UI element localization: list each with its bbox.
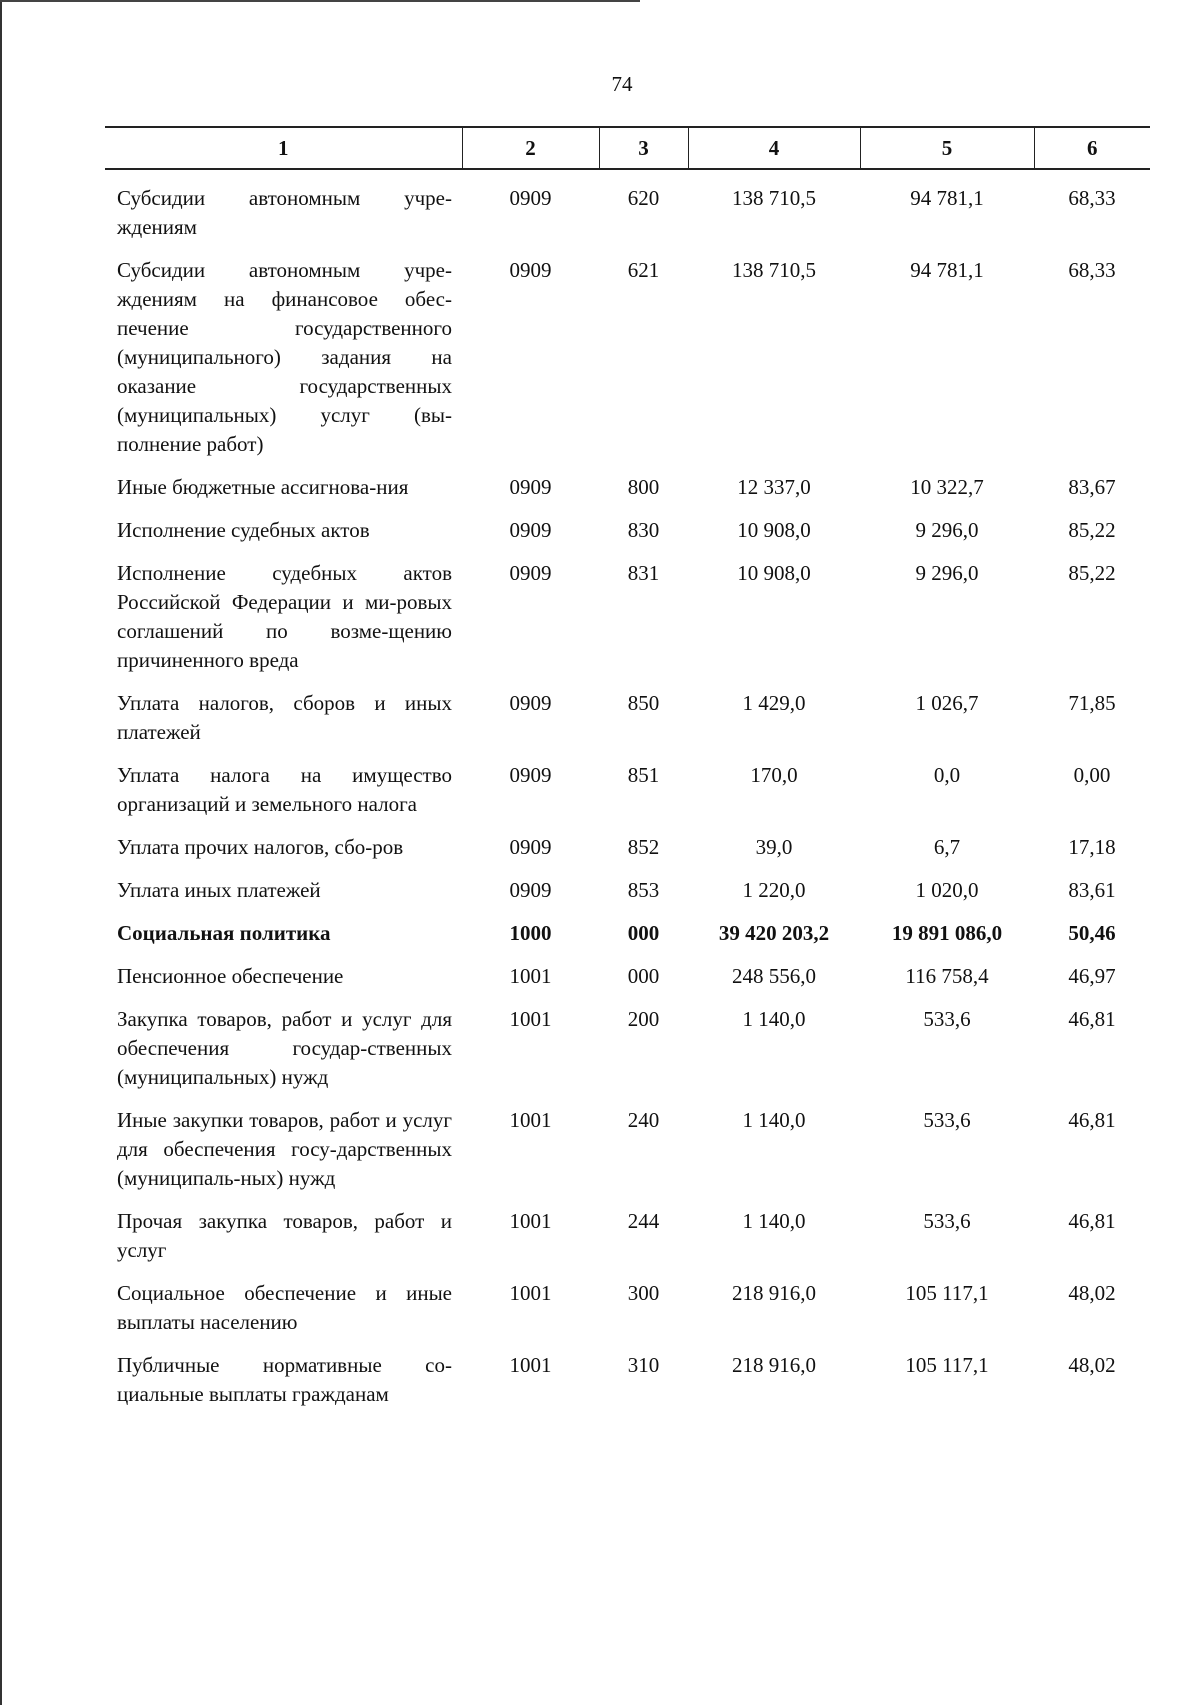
cell-c6: 0,00 <box>1073 763 1111 787</box>
cell-c6: 46,81 <box>1068 1108 1116 1132</box>
row-label: Социальная политика <box>117 921 331 945</box>
row-label: Исполнение судебных актов <box>117 518 370 542</box>
cell-c6: 17,18 <box>1068 835 1116 859</box>
scan-edge-top <box>0 0 640 2</box>
column-header: 6 <box>1034 127 1150 169</box>
cell-c2: 0909 <box>509 186 552 210</box>
cell-c6: 46,81 <box>1068 1209 1116 1233</box>
cell-c4: 10 908,0 <box>737 518 811 542</box>
cell-c4: 218 916,0 <box>732 1353 816 1377</box>
cell-c3: 852 <box>627 835 660 859</box>
row-label: Исполнение судебных актов Российской Федерации и ми-ровых соглашений по возме-щению причиненного вреда <box>117 561 452 672</box>
cell-c2: 0909 <box>509 691 552 715</box>
table-row <box>105 1106 1150 1207</box>
cell-c3: 850 <box>627 691 660 715</box>
table-row <box>105 833 1150 876</box>
row-label: Иные бюджетные ассигнова-ния <box>117 475 409 499</box>
cell-c3: 200 <box>627 1007 660 1031</box>
row-label: Закупка товаров, работ и услуг для обеспечения государ-ственных (муниципальных) нужд <box>117 1007 452 1089</box>
cell-c5: 1 020,0 <box>915 878 979 902</box>
table-row <box>105 1005 1150 1106</box>
cell-c5: 533,6 <box>923 1007 971 1031</box>
cell-c4: 12 337,0 <box>737 475 811 499</box>
cell-c3: 240 <box>627 1108 660 1132</box>
cell-c5: 10 322,7 <box>910 475 984 499</box>
table-row <box>105 516 1150 559</box>
cell-c2: 1001 <box>509 1108 552 1132</box>
cell-c5: 9 296,0 <box>915 561 979 585</box>
cell-c5: 6,7 <box>933 835 961 859</box>
cell-c6: 83,67 <box>1068 475 1116 499</box>
cell-c5: 1 026,7 <box>915 691 979 715</box>
table-row <box>105 876 1150 919</box>
cell-c6: 46,81 <box>1068 1007 1116 1031</box>
cell-c5: 94 781,1 <box>910 186 984 210</box>
cell-c3: 000 <box>627 921 660 945</box>
row-label: Уплата налога на имущество организаций и земельного налога <box>117 763 452 816</box>
cell-c4: 248 556,0 <box>732 964 816 988</box>
cell-c3: 310 <box>627 1353 660 1377</box>
cell-c3: 300 <box>627 1281 660 1305</box>
cell-c3: 831 <box>627 561 660 585</box>
cell-c2: 0909 <box>509 258 552 282</box>
cell-c2: 0909 <box>509 561 552 585</box>
cell-c5: 0,0 <box>933 763 961 787</box>
cell-c4: 39,0 <box>755 835 793 859</box>
cell-c4: 218 916,0 <box>732 1281 816 1305</box>
row-label: Уплата налогов, сборов и иных платежей <box>117 691 452 744</box>
cell-c3: 853 <box>627 878 660 902</box>
cell-c5: 19 891 086,0 <box>891 921 1003 945</box>
cell-c4: 1 140,0 <box>742 1108 806 1132</box>
table-row <box>105 473 1150 516</box>
column-header: 3 <box>599 127 688 169</box>
column-header: 5 <box>860 127 1034 169</box>
cell-c2: 1001 <box>509 964 552 988</box>
cell-c4: 170,0 <box>750 763 798 787</box>
cell-c4: 1 140,0 <box>742 1209 806 1233</box>
row-label: Прочая закупка товаров, работ и услуг <box>117 1209 452 1262</box>
row-label: Пенсионное обеспечение <box>117 964 344 988</box>
cell-c3: 244 <box>627 1209 660 1233</box>
cell-c5: 105 117,1 <box>905 1281 989 1305</box>
table-row <box>105 256 1150 473</box>
cell-c2: 1001 <box>509 1353 552 1377</box>
cell-c2: 0909 <box>509 878 552 902</box>
cell-c2: 1001 <box>509 1007 552 1031</box>
table-row <box>105 1207 1150 1279</box>
table-row <box>105 962 1150 1005</box>
cell-c2: 1000 <box>509 921 552 945</box>
cell-c2: 1001 <box>509 1209 552 1233</box>
row-label: Уплата иных платежей <box>117 878 321 902</box>
column-header: 4 <box>688 127 860 169</box>
cell-c2: 0909 <box>509 475 552 499</box>
row-label: Уплата прочих налогов, сбо-ров <box>117 835 404 859</box>
table-row <box>105 689 1150 761</box>
cell-c6: 46,97 <box>1068 964 1116 988</box>
column-header: 1 <box>105 127 462 169</box>
table-row <box>105 169 1150 256</box>
cell-c3: 000 <box>627 964 660 988</box>
cell-c6: 83,61 <box>1068 878 1116 902</box>
cell-c6: 85,22 <box>1068 518 1116 542</box>
cell-c4: 138 710,5 <box>732 258 816 282</box>
cell-c3: 830 <box>627 518 660 542</box>
table-row <box>105 919 1150 962</box>
table-header-row <box>105 127 1150 169</box>
scan-edge-left <box>0 0 2 1705</box>
cell-c6: 48,02 <box>1068 1281 1116 1305</box>
row-label: Иные закупки товаров, работ и услуг для обеспечения госу-дарственных (муниципаль-ных) нужд <box>117 1108 452 1190</box>
row-label: Субсидии автономным учре-ждениям <box>117 186 452 239</box>
page-number: 74 <box>611 72 633 96</box>
cell-c6: 50,46 <box>1068 921 1116 945</box>
cell-c6: 85,22 <box>1068 561 1116 585</box>
cell-c6: 71,85 <box>1068 691 1116 715</box>
cell-c2: 0909 <box>509 835 552 859</box>
cell-c3: 621 <box>627 258 660 282</box>
row-label: Субсидии автономным учре-ждениям на финансовое обес-печение государственного (муниципального) задания на оказание государственных (муниципальных) услуг (вы-полнение работ) <box>117 258 452 456</box>
cell-c2: 1001 <box>509 1281 552 1305</box>
cell-c4: 10 908,0 <box>737 561 811 585</box>
row-label: Социальное обеспечение и иные выплаты населению <box>117 1281 452 1334</box>
table-row <box>105 1279 1150 1351</box>
cell-c4: 1 220,0 <box>742 878 806 902</box>
cell-c4: 39 420 203,2 <box>718 921 830 945</box>
cell-c5: 116 758,4 <box>905 964 989 988</box>
cell-c2: 0909 <box>509 518 552 542</box>
column-header: 2 <box>462 127 599 169</box>
cell-c3: 800 <box>627 475 660 499</box>
cell-c3: 620 <box>627 186 660 210</box>
cell-c6: 68,33 <box>1068 186 1116 210</box>
row-label: Публичные нормативные со-циальные выплаты гражданам <box>117 1353 452 1406</box>
cell-c3: 851 <box>627 763 660 787</box>
cell-c5: 105 117,1 <box>905 1353 989 1377</box>
budget-table <box>105 126 1150 1423</box>
cell-c6: 48,02 <box>1068 1353 1116 1377</box>
cell-c5: 533,6 <box>923 1209 971 1233</box>
table-row <box>105 1351 1150 1423</box>
cell-c4: 1 140,0 <box>742 1007 806 1031</box>
table-row <box>105 559 1150 689</box>
cell-c6: 68,33 <box>1068 258 1116 282</box>
table-row <box>105 761 1150 833</box>
cell-c2: 0909 <box>509 763 552 787</box>
cell-c4: 138 710,5 <box>732 186 816 210</box>
cell-c5: 9 296,0 <box>915 518 979 542</box>
cell-c5: 533,6 <box>923 1108 971 1132</box>
cell-c4: 1 429,0 <box>742 691 806 715</box>
cell-c5: 94 781,1 <box>910 258 984 282</box>
